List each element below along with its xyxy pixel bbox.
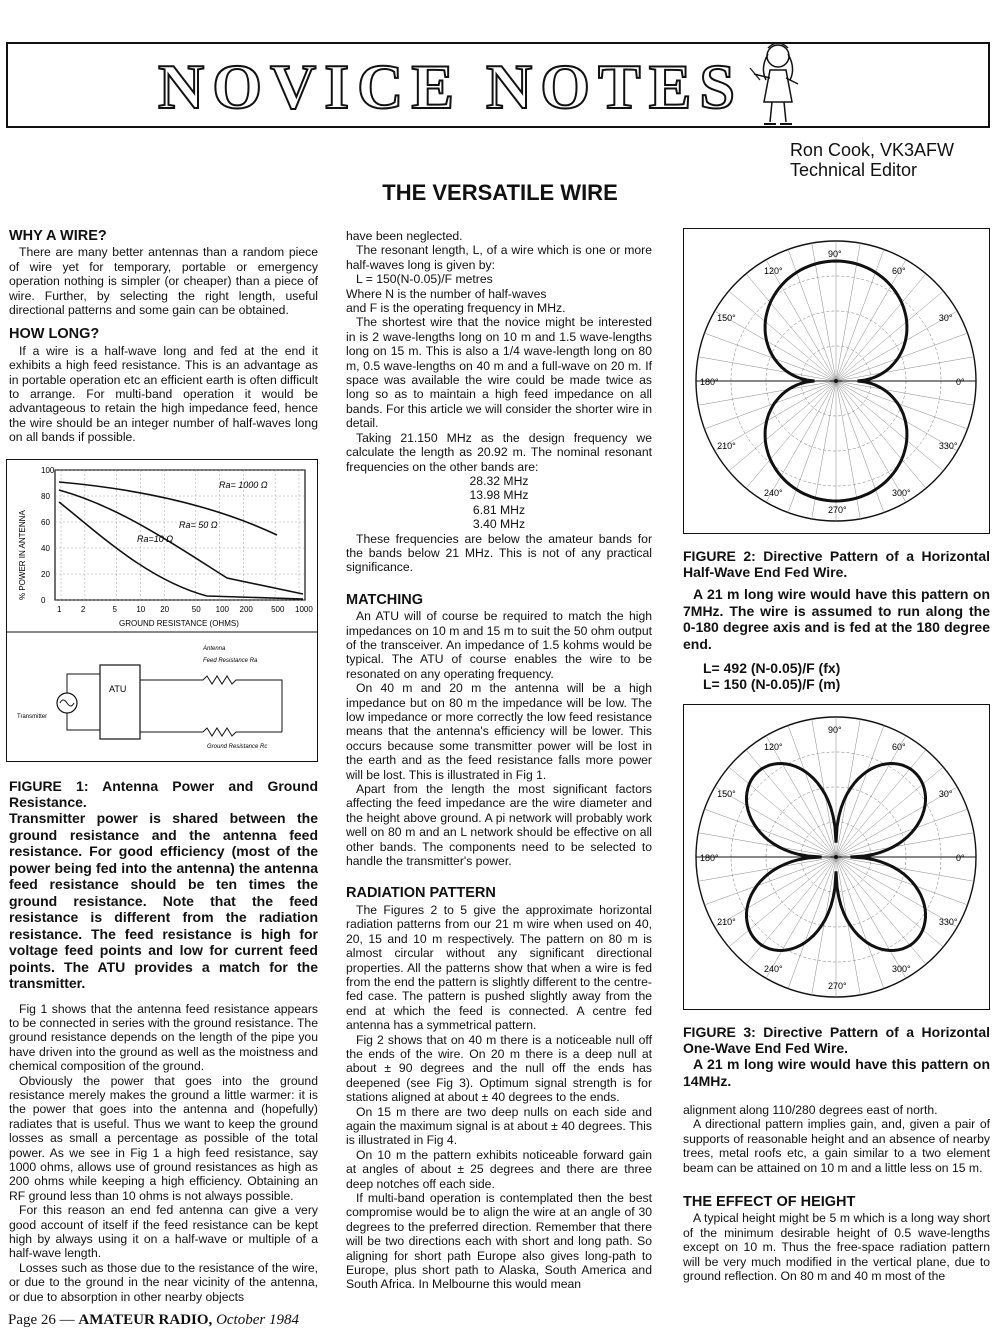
antenna-label: Antenna	[203, 646, 226, 652]
paragraph: Losses such as those due to the resistance of the wire, or due to the ground in the near vicinity of the antenna, or due to absorption in other nearby objects	[9, 1260, 318, 1304]
paragraph: For this reason an end fed antenna can give a very good account of itself if the feed resistance can be kept high by always using it on a half-wave or multiple of a half-wave length.	[9, 1203, 318, 1261]
paragraph: Obviously the power that goes into the ground resistance merely makes the ground a little warmer: it is the power that goes into the antenna and (hopefully) radiates that is useful. Thus we want to keep the ground losses as small a percentage as possible of the total power. As we see in Fig 1 a high feed resistance, say 1000 ohms, allows use of ground resistances as high as 200 ohms while keeping a high efficiency. Obtaining an RF ground less than 10 ohms is not always possible.	[9, 1073, 318, 1203]
paragraph: A directional pattern implies gain, and, given a pair of supports of reasonable height and an absence of nearby trees, metal roofs etc, a gain similar to a two element beam can be attained on 10 m and a little less on 15 m.	[683, 1117, 990, 1175]
angle-label: 270°	[828, 981, 847, 991]
paragraph: have been neglected.	[346, 229, 463, 243]
radial-line	[704, 809, 836, 857]
paragraph: An ATU will of course be required to match the high impedances on 10 m and 15 m to suit the 50 ohm output of the transceiver. An impedance of 1.5 kohms would be typical. The ATU of course enables the wire to be resonated on any operating frequency.	[346, 609, 652, 681]
mascot-illustration	[746, 38, 806, 130]
figure-2-polar-plot	[683, 228, 990, 534]
curve-ra-50	[59, 490, 303, 594]
paragraph: On 40 m and 20 m the antenna will be a high impedance but on 80 m the impedance will be low. The low impedance or more correctly the low feed resistance means that the antenna's efficiency will be lower. This occurs because some transmitter power will be lost in the earth and as the feed resistance falls more power will be lost. This is illustrated in Fig 1.	[346, 681, 652, 782]
radial-line	[836, 857, 884, 989]
radial-line	[836, 274, 926, 381]
y-tick-labels	[41, 466, 55, 605]
radial-line	[788, 725, 836, 857]
angle-label: 270°	[828, 505, 847, 515]
paragraph: These frequencies are below the amateur bands for the bands below 21 MHz. This is not of any practical significance.	[346, 531, 652, 575]
paragraph: A typical height might be 5 m which is a long way short of the minimum desirable height of 0.5 wave-lengths except on 10 m. Thus the free-space radiation pattern will be very much modified in the vertical plane, due to ground reflection. On 80 m and 40 m most of the	[683, 1211, 990, 1284]
feed-resistor	[140, 676, 282, 732]
radial-line	[704, 857, 836, 905]
banner	[6, 42, 990, 128]
radial-line	[746, 381, 836, 488]
angle-label: 150°	[717, 313, 736, 323]
angle-label: 210°	[717, 917, 736, 927]
x-tick-label: 2	[80, 605, 86, 614]
curve-ra-10	[59, 502, 303, 599]
byline	[790, 140, 954, 180]
angle-label: 90°	[828, 725, 842, 735]
x-tick-label: 10	[136, 605, 146, 614]
radial-line	[836, 857, 968, 905]
formula-metres: L= 150 (N-0.05)/F (m)	[703, 676, 841, 692]
transmitter-label: Transmitter	[17, 714, 48, 720]
x-tick-label: 200	[239, 605, 253, 614]
radial-line	[836, 809, 968, 857]
feed-resistance-label: Feed Resistance Ra	[203, 658, 258, 664]
paragraph: Taking 21.150 MHz as the design frequency we calculate the length as 20.92 m. The nominal resonant frequencies on the other bands are:	[346, 430, 652, 474]
radial-line	[836, 333, 968, 381]
radial-line	[836, 767, 943, 857]
formula-line: Where N is the number of half-waves	[346, 286, 547, 301]
ground-resistance-label: Ground Resistance Rc	[207, 744, 268, 750]
article-title: THE VERSATILE WIRE	[382, 180, 618, 205]
issue-date: October 1984	[216, 1312, 299, 1328]
y-tick-label: 100	[41, 466, 55, 475]
angle-label: 30°	[938, 789, 953, 799]
footer-dash: —	[59, 1312, 75, 1328]
author: Ron Cook, VK3AFW	[789, 140, 954, 160]
curve-label-50: Ra= 50 Ω	[179, 520, 218, 530]
feed-point	[834, 379, 838, 383]
angle-label: 240°	[764, 963, 783, 974]
x-tick-label: 1	[57, 605, 62, 614]
angle-label: 300°	[892, 963, 911, 974]
ground-resistor	[140, 728, 282, 736]
column-3-bottom	[683, 1016, 990, 1283]
paragraph: alignment along 110/280 degrees east of north.	[683, 1103, 938, 1117]
curve-label-10: Ra=10 Ω	[137, 534, 174, 544]
radial-line	[836, 249, 884, 381]
angle-label: 330°	[938, 441, 958, 451]
feed-point	[834, 855, 838, 859]
paragraph: On 10 m the pattern exhibits noticeable forward gain at angles of about ± 25 degrees and there are three deep notches off each side.	[346, 1147, 652, 1191]
frequency-item: 28.32 MHz	[469, 473, 529, 488]
radial-line	[836, 725, 884, 857]
angle-label: 150°	[717, 789, 736, 799]
figure-1-drawing	[7, 460, 317, 761]
polar-plot-3	[684, 705, 989, 1009]
paragraph: If multi-band operation is contemplated then the best compromise would be to align the wire at an angle of 30 degrees to the preferred direction. Remember that there will be two directions each with short and long path. So aligning for short path Europe also gives long-path to Europe, plus short path to Alaska, South America and South Africa. In Melbourne this would mean	[346, 1191, 652, 1292]
radial-line	[788, 249, 836, 381]
column-1-top	[9, 229, 318, 445]
column-3-mid	[683, 540, 990, 692]
radial-line	[704, 333, 836, 381]
x-tick-label: 500	[271, 605, 285, 614]
heading-how-long: HOW LONG?	[9, 326, 100, 343]
angle-label: 60°	[892, 266, 906, 277]
angle-label: 60°	[892, 742, 906, 753]
banner-title: NOVICE NOTES	[158, 51, 743, 122]
polar-plot-2	[684, 229, 989, 533]
figure-2-description: A 21 m long wire would have this pattern on 7MHz. The wire is assumed to run along the 0-180 degree axis and is fed at the 180 degree end.	[683, 586, 990, 652]
radial-line	[836, 381, 926, 488]
radial-line	[746, 274, 836, 381]
heading-effect-of-height: THE EFFECT OF HEIGHT	[683, 1194, 856, 1211]
paragraph: On 15 m there are two deep nulls on each side and again the maximum signal is at about ± 40 degrees. This is illustrated in Fig 4.	[346, 1104, 652, 1148]
atu-label: ATU	[109, 684, 127, 694]
column-2	[346, 229, 652, 1292]
paragraph: Fig 1 shows that the antenna feed resistance appears to be connected in series with the ground resistance. The ground resistance depends on the length of the pipe you have driven into the ground as well as the moistness and chemical composition of the ground.	[9, 1001, 318, 1074]
x-tick-label: 5	[112, 605, 117, 614]
figure-1-caption: FIGURE 1: Antenna Power and Ground Resistance.	[9, 778, 318, 810]
angle-label: 240°	[764, 487, 783, 498]
y-tick-label: 0	[41, 596, 46, 605]
x-tick-label: 1000	[295, 605, 313, 614]
x-axis-label: GROUND RESISTANCE (OHMS)	[119, 619, 239, 628]
formula-line: L = 150(N-0.05)/F metres	[356, 272, 493, 287]
radial-line	[704, 381, 836, 429]
paragraph: The resonant length, L, of a wire which is one or more half-waves long is given by:	[346, 243, 652, 272]
angle-label: 120°	[764, 742, 783, 753]
paragraph: Fig 2 shows that on 40 m there is a noticeable null off the ends of the wire. On 20 m there is a deep null at about ± 90 degrees and the null off the ends has deepened (see Fig 3). Optimum signal strength is for stations aligned at about ± 40 degrees to the ends.	[346, 1032, 652, 1105]
heading-matching: MATCHING	[346, 591, 424, 608]
page-footer	[8, 1312, 299, 1329]
figure-1-description: Transmitter power is shared between the ground resistance and the antenna feed resistance. For good efficiency (most of the power being fed into the antenna) the antenna feed resistance should be ten times the ground resistance. Note that the feed resistance is different from the radiation resistance. The feed resistance is high for voltage feed points and low for current feed points. The ATU provides a match for the transmitter.	[9, 810, 318, 991]
magazine-name: AMATEUR RADIO,	[78, 1312, 213, 1328]
paragraph: The Figures 2 to 5 give the approximate horizontal radiation patterns from our 21 m wire when used on 40, 20, 15 and 10 m respectively. The pattern on 80 m is almost circular without any significant directional properties. All the patterns show that when a wire is fed from the end the pattern is slightly different to the centre-fed case. The pattern is pushed slightly away from the end at which the feed is connected. A centre fed antenna has a symmetrical pattern.	[346, 902, 652, 1033]
angle-label: 30°	[938, 313, 953, 323]
angle-label: 0°	[956, 377, 965, 387]
frequency-item: 13.98 MHz	[469, 488, 529, 503]
radial-line	[836, 381, 884, 513]
formula-feet: L= 492 (N-0.05)/F (fx)	[703, 660, 841, 676]
radial-line	[788, 857, 836, 989]
paragraph: Apart from the length the most significant factors affecting the feed impedance are the wire diameter and the height above ground. A pi network will probably work well on 80 m and an L network should be effective on all other bands. The components need to be selected to handle the transmitter's power.	[346, 782, 652, 869]
radial-line	[836, 857, 943, 947]
radial-line	[788, 381, 836, 513]
y-axis-label: % POWER IN ANTENNA	[18, 510, 27, 600]
y-tick-label: 60	[41, 518, 50, 527]
column-1-bottom	[9, 770, 318, 1304]
angle-label: 0°	[956, 853, 965, 863]
x-tick-label: 20	[160, 605, 170, 614]
angle-label: 120°	[764, 266, 783, 277]
paragraph: There are many better antennas than a random piece of wire yet for temporary, portable or emergency operation nothing is simpler (or cheaper) than a piece of wire. Further, by selecting the right length, useful directional patterns and some gain can be obtained.	[9, 245, 318, 318]
page-number: Page 26	[8, 1312, 56, 1328]
figure-3-polar-plot	[683, 704, 990, 1010]
x-tick-labels	[57, 605, 313, 614]
figure-2-caption: FIGURE 2: Directive Pattern of a Horizontal Half-Wave End Fed Wire.	[683, 548, 990, 580]
y-tick-label: 80	[41, 492, 50, 501]
frequency-item: 6.81 MHz	[472, 502, 526, 517]
paragraph: The shortest wire that the novice might be interested in is 2 wave-lengths long on 10 m and 1.5 wave-lengths long on 15 m. This is also a 1/4 wave-length long on 80 m, 0.5 wave-lengths on 40 m and a full-wave on 20 m. If space was available the wire could be made twice as long so as to maintain a high feed impedance on all bands. For this article we will consider the shorter wire in detail.	[346, 315, 652, 431]
x-tick-label: 50	[191, 605, 201, 614]
angle-label: 180°	[700, 377, 719, 387]
author-role: Technical Editor	[789, 160, 918, 180]
formula-line: and F is the operating frequency in MHz.	[346, 301, 566, 316]
atu-box	[100, 665, 140, 739]
radial-line	[836, 381, 968, 429]
radial-line	[729, 857, 836, 947]
y-tick-label: 40	[41, 544, 50, 553]
figure-3-description: A 21 m long wire would have this pattern on 14MHz.	[683, 1056, 990, 1089]
frequency-item: 3.40 MHz	[472, 517, 526, 532]
angle-label: 330°	[938, 917, 958, 927]
x-tick-label: 100	[215, 605, 230, 614]
paragraph: If a wire is a half-wave long and fed at the end it exhibits a high feed resistance. This is an advantage as in portable operation etc an efficient earth is often difficult to arrange. For multi-band operation it would be advantageous to retain the high impedance feed, hence the wire should be an integer number of half-waves long on all bands if possible.	[9, 343, 318, 445]
heading-why-a-wire: WHY A WIRE?	[9, 228, 107, 244]
angle-label: 90°	[828, 249, 842, 259]
radial-line	[729, 767, 836, 857]
curve-label-1000: Ra= 1000 Ω	[219, 480, 268, 490]
figure-1	[6, 459, 318, 762]
angle-label: 300°	[892, 487, 911, 498]
heading-radiation-pattern: RADIATION PATTERN	[346, 885, 496, 902]
figure-3-caption: FIGURE 3: Directive Pattern of a Horizontal One-Wave End Fed Wire.	[683, 1024, 990, 1056]
angle-label: 180°	[700, 853, 719, 863]
y-tick-label: 20	[41, 570, 50, 579]
angle-label: 210°	[717, 441, 736, 451]
